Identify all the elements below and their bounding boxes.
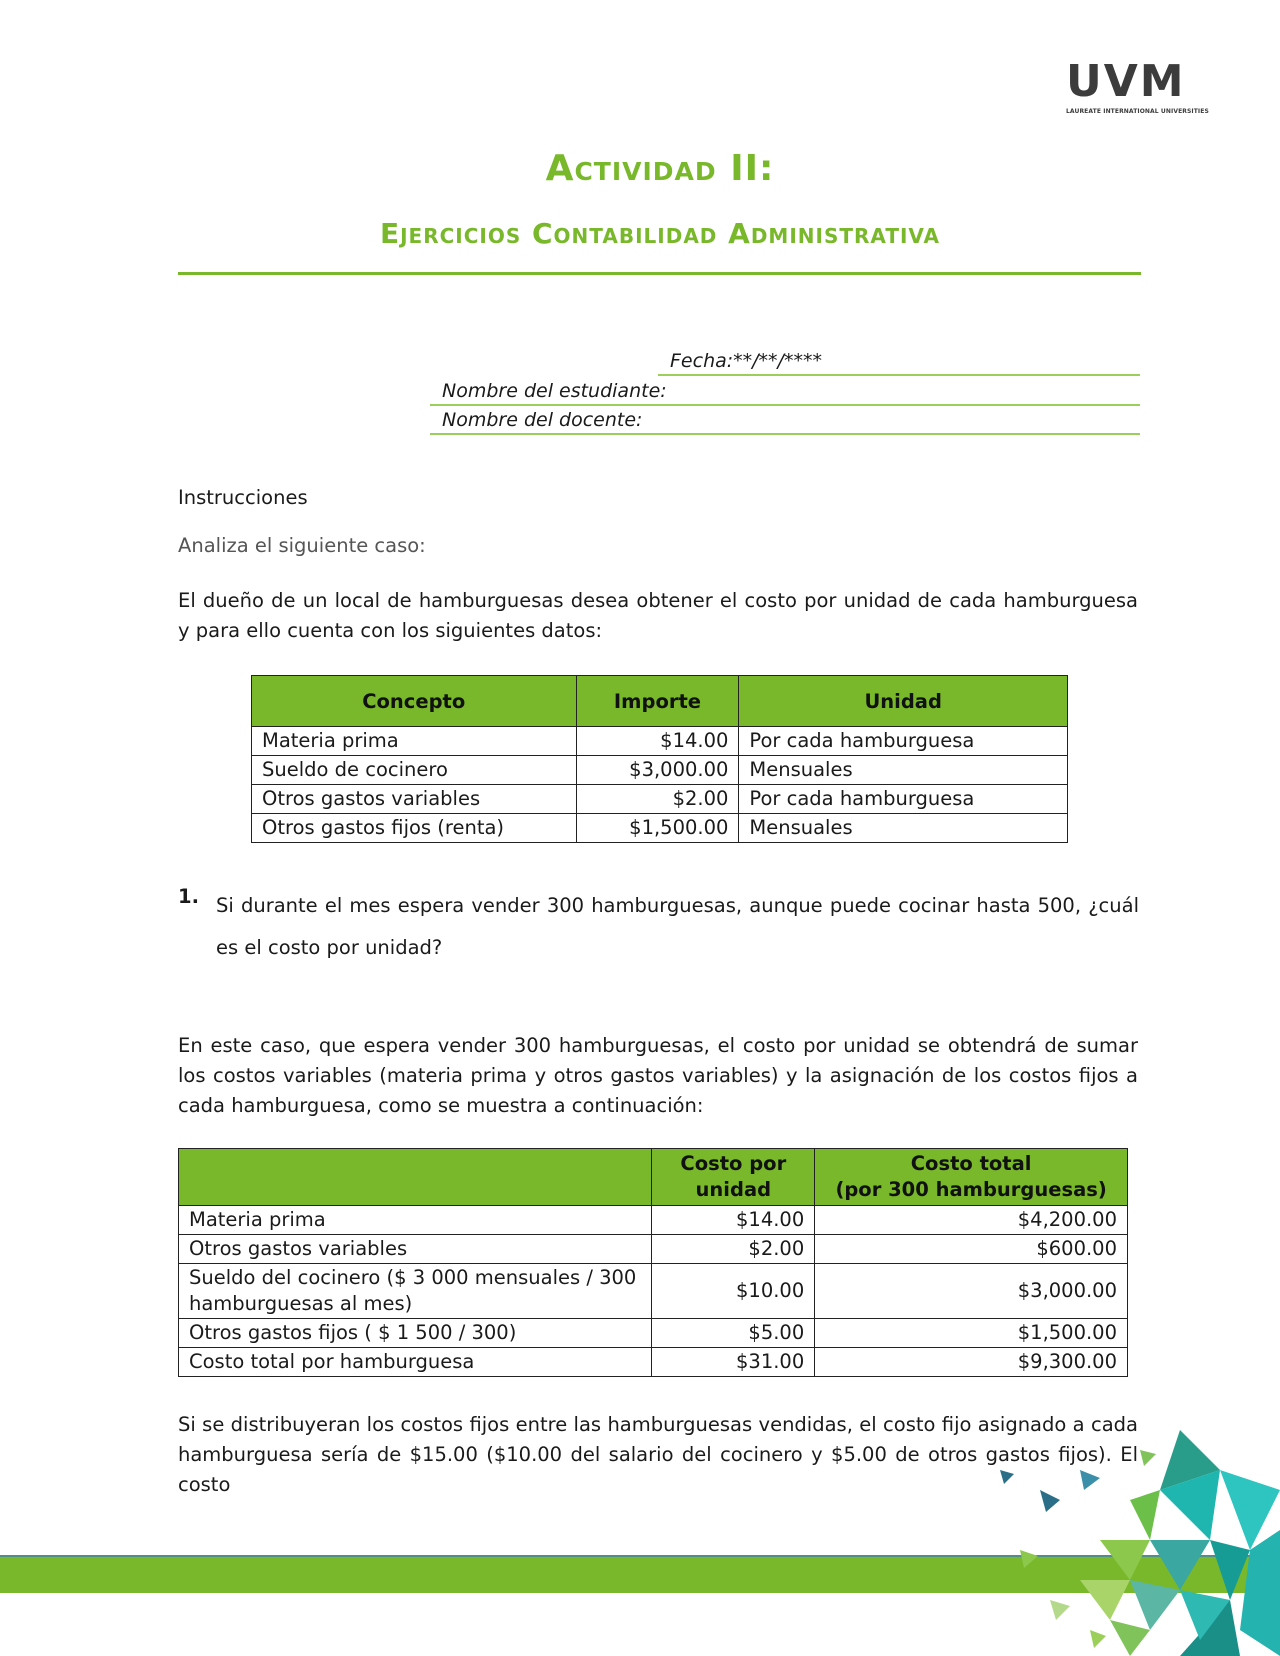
document-title: Actividad II:	[545, 148, 775, 189]
data-table	[251, 675, 1068, 843]
logo-subtitle: LAUREATE INTERNATIONAL UNIVERSITIES	[1066, 108, 1209, 115]
table-row	[179, 1348, 1128, 1377]
cell-unidad: Por cada hamburguesa	[739, 785, 1068, 814]
cell-importe: $3,000.00	[576, 756, 739, 785]
cell-costo-total: $1,500.00	[815, 1319, 1128, 1348]
cell-costo-unidad: $10.00	[652, 1264, 815, 1319]
cell-costo-unidad: $2.00	[652, 1235, 815, 1264]
cell-concepto: Costo total por hamburguesa	[179, 1348, 652, 1377]
instructions-heading: Instrucciones	[178, 486, 308, 509]
table-row	[179, 1206, 1128, 1235]
cell-costo-total: $600.00	[815, 1235, 1128, 1264]
cell-costo-total: $9,300.00	[815, 1348, 1128, 1377]
cost-table	[178, 1148, 1128, 1377]
cell-costo-total: $3,000.00	[815, 1264, 1128, 1319]
header-line: unidad	[695, 1178, 772, 1201]
intro-paragraph: El dueño de un local de hamburguesas desea obtener el costo por unidad de cada hamburguesa y para ello cuenta con los siguientes datos:	[178, 589, 1138, 642]
table-row	[252, 814, 1068, 843]
cell-concepto: Sueldo del cocinero ($ 3 000 mensuales / 300 hamburguesas al mes)	[179, 1264, 652, 1319]
cell-concepto: Materia prima	[179, 1206, 652, 1235]
cell-concepto: Sueldo de cocinero	[252, 756, 577, 785]
cell-unidad: Mensuales	[739, 756, 1068, 785]
logo-text: UVM	[1066, 56, 1186, 107]
cell-concepto: Otros gastos fijos (renta)	[252, 814, 577, 843]
table-row	[179, 1319, 1128, 1348]
header-costo-unidad	[652, 1149, 815, 1206]
header-concepto: Concepto	[252, 676, 577, 727]
question-text: Si durante el mes espera vender 300 hamburguesas, aunque puede cocinar hasta 500, ¿cuál es el costo por unidad?	[216, 894, 1139, 959]
geometric-decoration-icon	[980, 1430, 1280, 1656]
header-empty	[179, 1149, 652, 1206]
uvm-logo	[1066, 56, 1209, 116]
cell-unidad: Mensuales	[739, 814, 1068, 843]
student-name-field: Nombre del estudiante:	[430, 380, 1140, 406]
fecha-field: Fecha:**/**/****	[658, 350, 1140, 376]
table-row	[179, 1264, 1128, 1319]
explanation-paragraph: En este caso, que espera vender 300 hamburguesas, el costo por unidad se obtendrá de sumar los costos variables (materia prima y otros gastos variables) y la asignación de los costos fijos a cada hamburguesa, como se muestra a continuación:	[178, 1034, 1138, 1117]
closing-paragraph: Si se distribuyeran los costos fijos entre las hamburguesas vendidas, el costo fijo asignado a cada hamburguesa sería de $15.00 ($10.00 del salario del cocinero y $5.00 de otros gastos fijos). El costo	[178, 1413, 1138, 1496]
table-row	[252, 727, 1068, 756]
table-row	[252, 785, 1068, 814]
teacher-name-field: Nombre del docente:	[430, 409, 1140, 435]
question-number: 1.	[178, 885, 199, 908]
cell-importe: $1,500.00	[576, 814, 739, 843]
cell-concepto: Otros gastos variables	[179, 1235, 652, 1264]
header-importe: Importe	[576, 676, 739, 727]
document-subtitle: Ejercicios Contabilidad Administrativa	[379, 217, 941, 250]
table-row	[179, 1235, 1128, 1264]
analyze-prompt: Analiza el siguiente caso:	[178, 534, 426, 557]
title-divider	[178, 272, 1141, 275]
cell-unidad: Por cada hamburguesa	[739, 727, 1068, 756]
header-costo-total	[815, 1149, 1128, 1206]
table-row	[252, 756, 1068, 785]
cell-concepto: Otros gastos variables	[252, 785, 577, 814]
table-header-row	[252, 676, 1068, 727]
cell-costo-unidad: $31.00	[652, 1348, 815, 1377]
header-line: Costo por	[680, 1152, 787, 1175]
table-header-row	[179, 1149, 1128, 1206]
cell-concepto: Materia prima	[252, 727, 577, 756]
cell-concepto: Otros gastos fijos ( $ 1 500 / 300)	[179, 1319, 652, 1348]
cell-importe: $2.00	[576, 785, 739, 814]
header-line: (por 300 hamburguesas)	[835, 1178, 1107, 1201]
cell-costo-unidad: $5.00	[652, 1319, 815, 1348]
cell-costo-unidad: $14.00	[652, 1206, 815, 1235]
header-unidad: Unidad	[739, 676, 1068, 727]
cell-costo-total: $4,200.00	[815, 1206, 1128, 1235]
header-line: Costo total	[910, 1152, 1032, 1175]
cell-importe: $14.00	[576, 727, 739, 756]
